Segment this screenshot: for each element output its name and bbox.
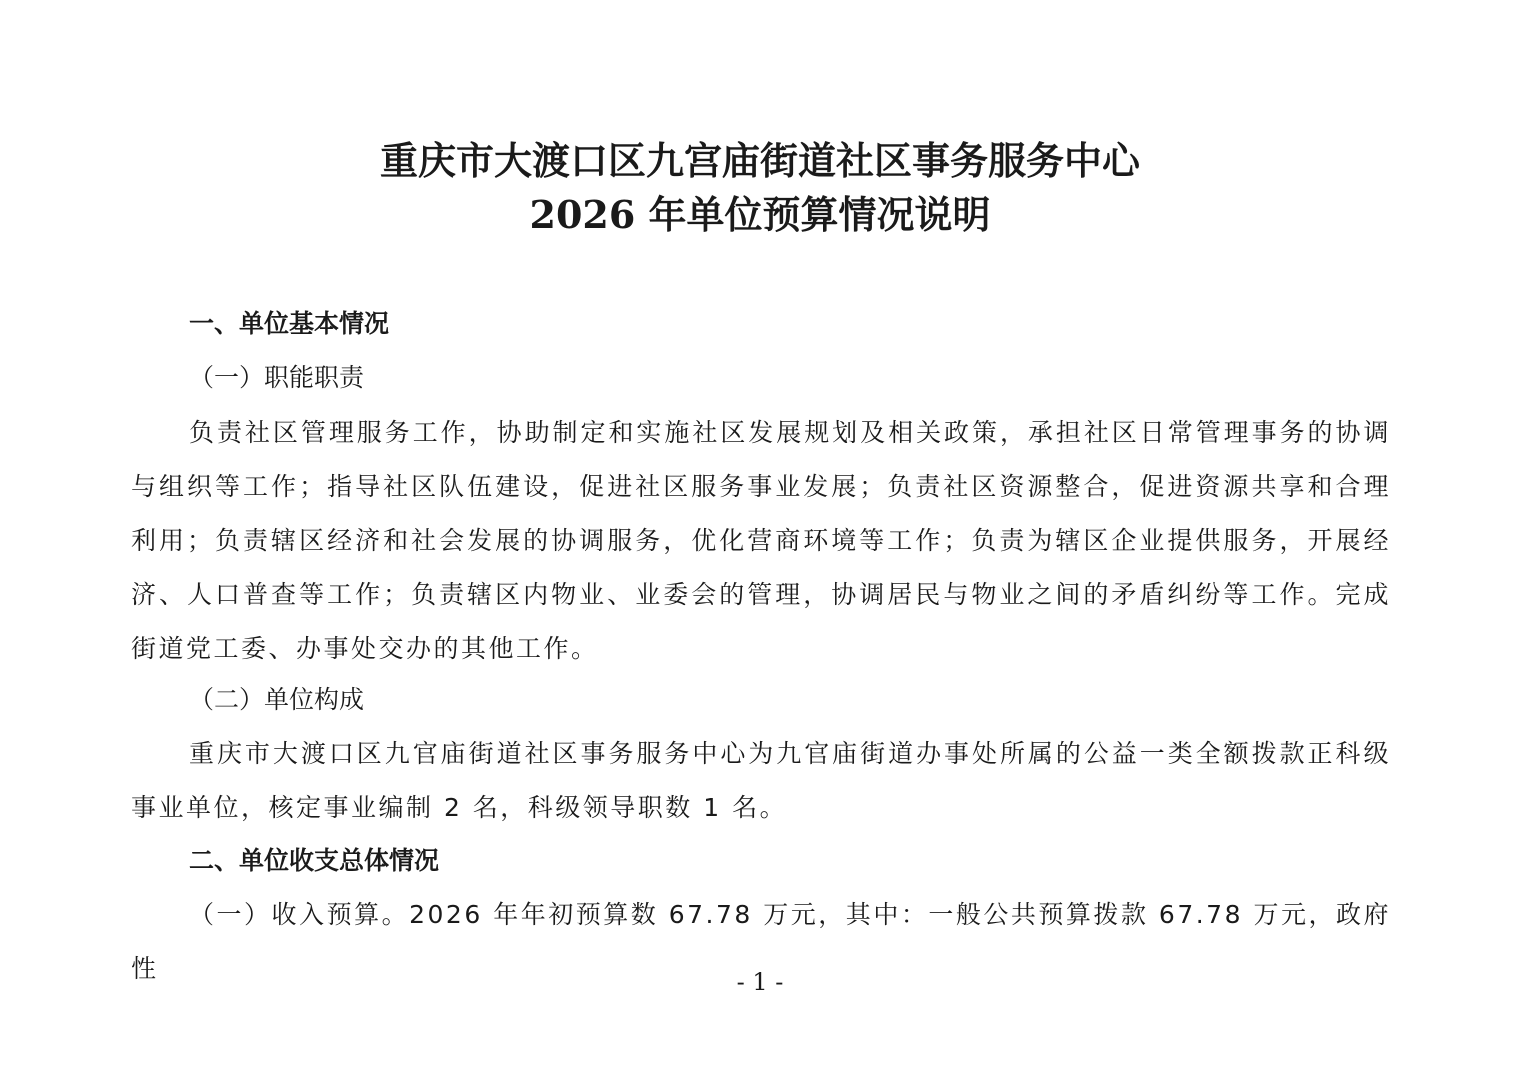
document-title-line-1: 重庆市大渡口区九宫庙街道社区事务服务中心 (379, 138, 1140, 183)
section-1-sub-2-paragraph: 重庆市大渡口区九官庙街道社区事务服务中心为九官庙街道办事处所属的公益一类全额拨款正科级事业单位，核定事业编制 2 名，科级领导职数 1 名。 (131, 739, 1391, 822)
section-2-paragraph: （一）收入预算。2026 年年初预算数 67.78 万元，其中：一般公共预算拨款 67.78 万元，政府性 (131, 900, 1391, 983)
section-2-heading: 二、单位收支总体情况 (189, 846, 440, 875)
section-1-sub-1-heading: （一）职能职责 (189, 363, 365, 392)
section-1-sub-2-heading: （二）单位构成 (189, 685, 365, 714)
document-title-line-2: 2026 年单位预算情况说明 (529, 192, 991, 237)
section-1-sub-1-paragraph: 负责社区管理服务工作，协助制定和实施社区发展规划及相关政策，承担社区日常管理事务的协调与组织等工作；指导社区队伍建设，促进社区服务事业发展；负责社区资源整合，促进资源共享和合理利用；负责辖区经济和社会发展的协调服务，优化营商环境等工作；负责为辖区企业提供服务，开展经济、人口普查等工作；负责辖区内物业、业委会的管理，协调居民与物业之间的矛盾纠纷等工作。完成街道党工委、办事处交办的其他工作。 (131, 418, 1391, 663)
section-1-heading: 一、单位基本情况 (189, 309, 390, 338)
page-number: - 1 - (736, 968, 784, 996)
